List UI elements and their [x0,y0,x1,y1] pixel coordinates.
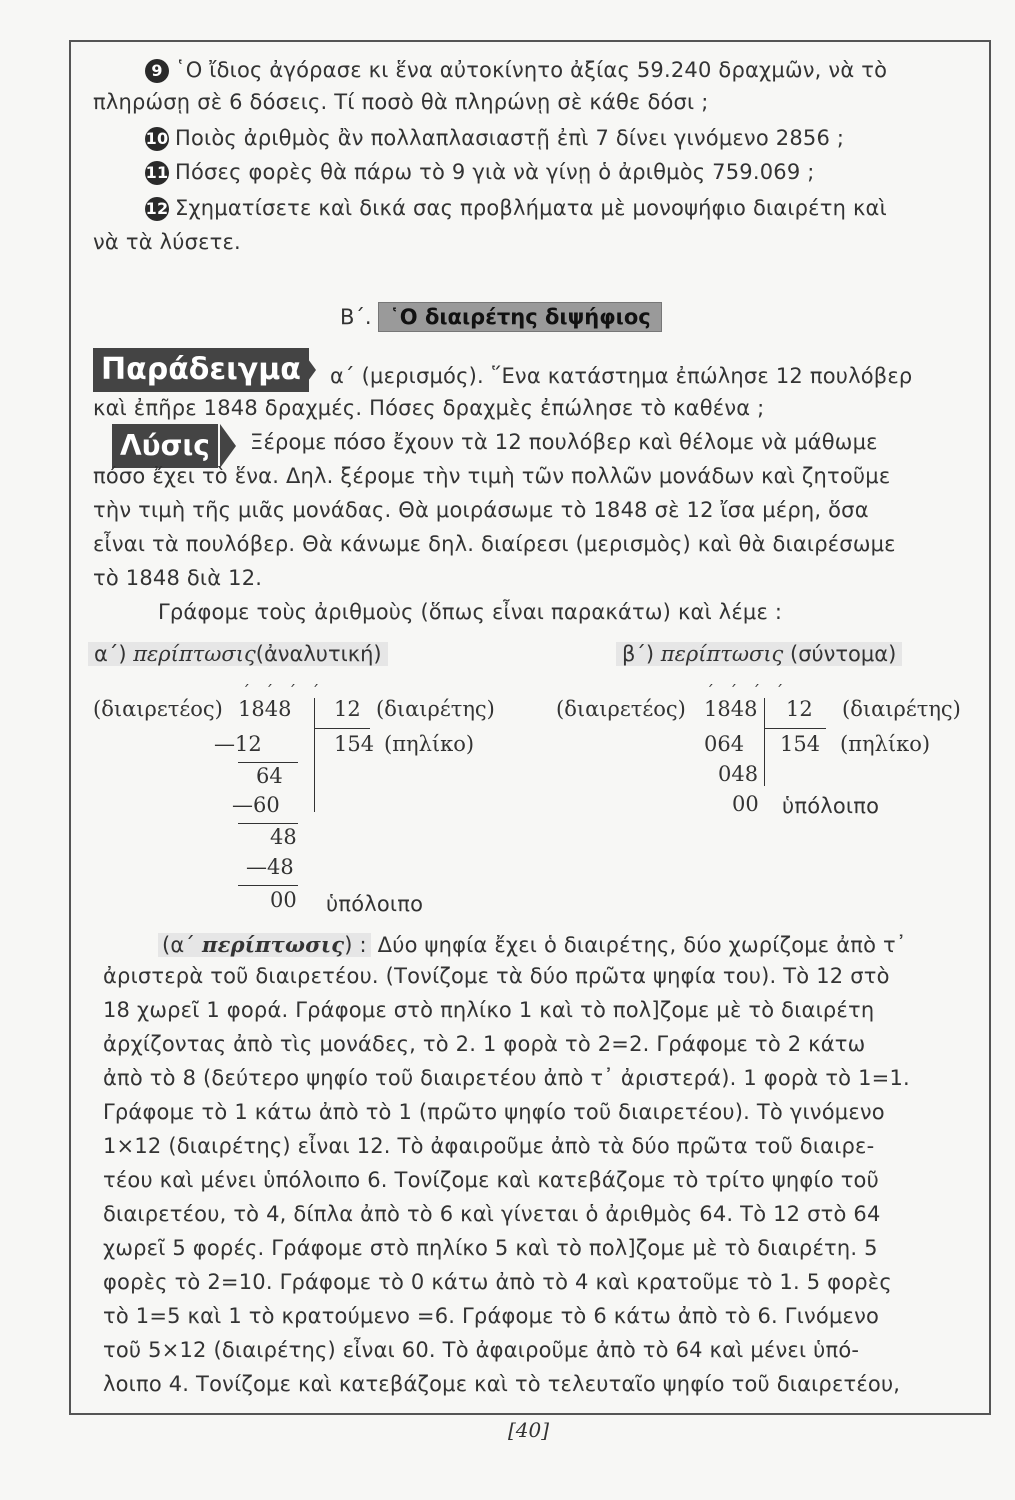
problem-11 [145,160,815,185]
case-b-step: 064 [704,732,745,756]
case-b-ticks: ΄ ΄ ΄ ΄ [706,682,789,701]
case-b-divisor: 12 [786,697,813,721]
explanation-line: ἀρχίζοντας ἀπὸ τὶς μονάδες, τὸ 2. 1 φορὰ τὸ 2=2. Γράφομε τὸ 2 κάτω [103,1032,866,1056]
problem-10 [145,126,844,151]
solution-line-5: τὸ 1848 διὰ 12. [93,566,263,590]
problem-number-badge: 12 [145,197,169,221]
case-a-ticks: ΄ ΄ ΄ ΄ [242,682,325,701]
explanation-lead-close: ) : [344,933,367,957]
case-a-step: —48 [246,855,294,879]
case-a-divisor-label: (διαιρέτης) [376,697,495,721]
explanation-line: τὸ 1=5 καὶ 1 τὸ κρατούμενο =6. Γράφομε τὸ 6 κάτω ἀπὸ τὸ 6. Γινόμενο [103,1304,880,1328]
case-a-divisor-line [314,728,370,729]
section-title: ῾Ο διαιρέτης διψήφιος [378,302,661,332]
problem-text: Ποιὸς ἀριθμὸς ἂν πολλαπλασιαστῇ ἐπὶ 7 δίνει γινόμενο 2856 ; [175,126,845,150]
explanation-lead-italic: περίπτωσις [202,932,345,957]
solution-line-1: Ξέρομε πόσο ἔχουν τὰ 12 πουλόβερ καὶ θέλομε νὰ μάθωμε [250,430,878,454]
example-line-1: α΄ (μερισμός). ῞Ενα κατάστημα ἐπώλησε 12 πουλόβερ [330,364,913,388]
case-b-division-bar [764,698,765,786]
explanation-line: ἀπὸ τὸ 8 (δεύτερο ψηφίο τοῦ διαιρετέου ἀπὸ τ᾿ ἀριστερά). 1 φορὰ τὸ 1=1. [103,1066,910,1090]
problem-number-badge: 9 [145,59,169,83]
problem-text: ῾Ο ἴδιος ἀγόρασε κι ἕνα αὐτοκίνητο ἀξίας 59.240 δραχμῶν, νὰ τὸ [175,58,888,82]
explanation-line: 1×12 (διαιρέτης) εἶναι 12. Τὸ ἀφαιροῦμε ἀπὸ τὰ δύο πρῶτα τοῦ διαιρε- [103,1134,875,1158]
case-a-quotient: 154 [334,732,375,756]
explanation-line: ἀριστερὰ τοῦ διαιρετέου. (Τονίζομε τὰ δύο πρῶτα ψηφία του). Τὸ 12 στὸ [103,964,890,988]
problem-12-line-2: νὰ τὰ λύσετε. [93,230,241,254]
section-letter: Β΄. [340,305,372,329]
section-heading [340,302,662,332]
problem-number-badge: 10 [145,127,169,151]
case-b-suffix: (σύντομα) [790,642,897,666]
explanation-first-rest: Δύο ψηφία ἔχει ὁ διαιρέτης, δύο χωρίζομε ἀπὸ τ᾿ [377,933,907,957]
case-a-remainder: 00 [270,888,297,912]
explanation-line: τοῦ 5×12 (διαιρέτης) εἶναι 60. Τὸ ἀφαιροῦμε ἀπὸ τὸ 64 καὶ μένει ὑπό- [103,1338,860,1362]
solution-line-6: Γράφομε τοὺς ἀριθμοὺς (ὅπως εἶναι παρακάτω) καὶ λέμε : [158,600,783,624]
case-b-dividend: 1848 [704,697,758,721]
explanation-line: τέου καὶ μένει ὑπόλοιπο 6. Τονίζομε καὶ κατεβάζομε τὸ τρίτο ψηφίο τοῦ [103,1168,879,1192]
case-a-prefix: α΄) [94,642,127,666]
case-b-dividend-label: (διαιρετέος) [556,697,686,721]
case-b-remainder: 00 [732,792,759,816]
example-line-2: καὶ ἐπῆρε 1848 δραχμές. Πόσες δραχμὲς ἐπώλησε τὸ καθένα ; [93,396,765,420]
case-a-dividend: 1848 [238,697,292,721]
explanation-line: φορὲς τὸ 2=10. Γράφομε τὸ 0 κάτω ἀπὸ τὸ 4 καὶ κρατοῦμε τὸ 1. 5 φορὲς [103,1270,892,1294]
problem-12-line-1 [145,196,887,221]
case-a-italic: περίπτωσις [133,642,256,666]
case-b-remainder-label: ὑπόλοιπο [782,794,880,818]
case-a-step: 64 [256,764,283,788]
case-a-remainder-label: ὑπόλοιπο [326,892,424,916]
case-a-division-bar [314,698,315,812]
solution-banner: Λύσις [112,424,218,468]
example-banner: Παράδειγμα [93,348,309,392]
explanation-lead-open: (α΄ [162,933,196,957]
problem-number-badge: 11 [145,161,169,185]
explanation-line: διαιρετέου, τὸ 4, δίπλα ἀπὸ τὸ 6 καὶ γίνεται ὁ ἀριθμὸς 64. Τὸ 12 στὸ 64 [103,1202,881,1226]
problem-9-line-2: πληρώσῃ σὲ 6 δόσεις. Τί ποσὸ θὰ πληρώνῃ σὲ κάθε δόσι ; [93,90,709,114]
case-b-divisor-label: (διαιρέτης) [842,697,961,721]
explanation-lead [158,933,371,957]
explanation-line: λοιπο 4. Τονίζομε καὶ κατεβάζομε καὶ τὸ τελευταῖο ψηφίο τοῦ διαιρετέου, [103,1372,901,1396]
case-a-subtract-line [238,762,298,763]
explanation-line: Γράφομε τὸ 1 κάτω ἀπὸ τὸ 1 (πρῶτο ψηφίο τοῦ διαιρετέου). Τὸ γινόμενο [103,1100,885,1124]
case-b-step: 048 [718,762,759,786]
solution-line-2: πόσο ἔχει τὸ ἕνα. Δηλ. ξέρομε τὴν τιμὴ τῶν πολλῶν μονάδων καὶ ζητοῦμε [93,464,891,488]
explanation-line: 18 χωρεῖ 1 φορά. Γράφομε στὸ πηλίκο 1 καὶ τὸ πολ]ζομε μὲ τὸ διαιρέτη [103,998,875,1022]
explanation-line: χωρεῖ 5 φορές. Γράφομε στὸ πηλίκο 5 καὶ τὸ πολ]ζομε μὲ τὸ διαιρέτη. 5 [103,1236,878,1260]
case-a-quotient-label: (πηλίκο) [384,732,475,756]
case-a-step: 48 [270,825,297,849]
case-a-suffix: (ἀναλυτική) [255,642,382,666]
case-a-subtract-line [238,885,298,886]
case-a-label [88,642,388,666]
case-b-label [616,642,902,666]
case-a-subtract-line [238,823,298,824]
explanation-line-1 [158,932,907,957]
example-arrow-icon [300,348,316,392]
case-a-dividend-label: (διαιρετέος) [93,697,223,721]
case-b-quotient: 154 [780,732,821,756]
case-b-divisor-line [764,728,826,729]
solution-arrow-icon [220,424,236,468]
page-number: [40] [508,1418,550,1442]
case-b-italic: περίπτωσις [660,642,784,666]
frame-bottom-border [69,1413,989,1415]
solution-line-4: εἶναι τὰ πουλόβερ. Θὰ κάνωμε δηλ. διαίρεσι (μερισμὸς) καὶ θὰ διαιρέσωμε [93,532,896,556]
problem-text: Πόσες φορὲς θὰ πάρω τὸ 9 γιὰ νὰ γίνῃ ὁ ἀριθμὸς 759.069 ; [175,160,815,184]
problem-9-line-1 [145,58,887,83]
solution-line-3: τὴν τιμὴ τῆς μιᾶς μονάδας. Θὰ μοιράσωμε τὸ 1848 σὲ 12 ἴσα μέρη, ὅσα [93,498,869,522]
problem-text: Σχηματίσετε καὶ δικά σας προβλήματα μὲ μονοψήφιο διαιρέτη καὶ [175,196,887,220]
case-b-prefix: β΄) [622,642,655,666]
case-b-quotient-label: (πηλίκο) [840,732,931,756]
case-a-step: —12 [214,732,262,756]
case-a-step: —60 [232,793,280,817]
case-a-divisor: 12 [334,697,361,721]
